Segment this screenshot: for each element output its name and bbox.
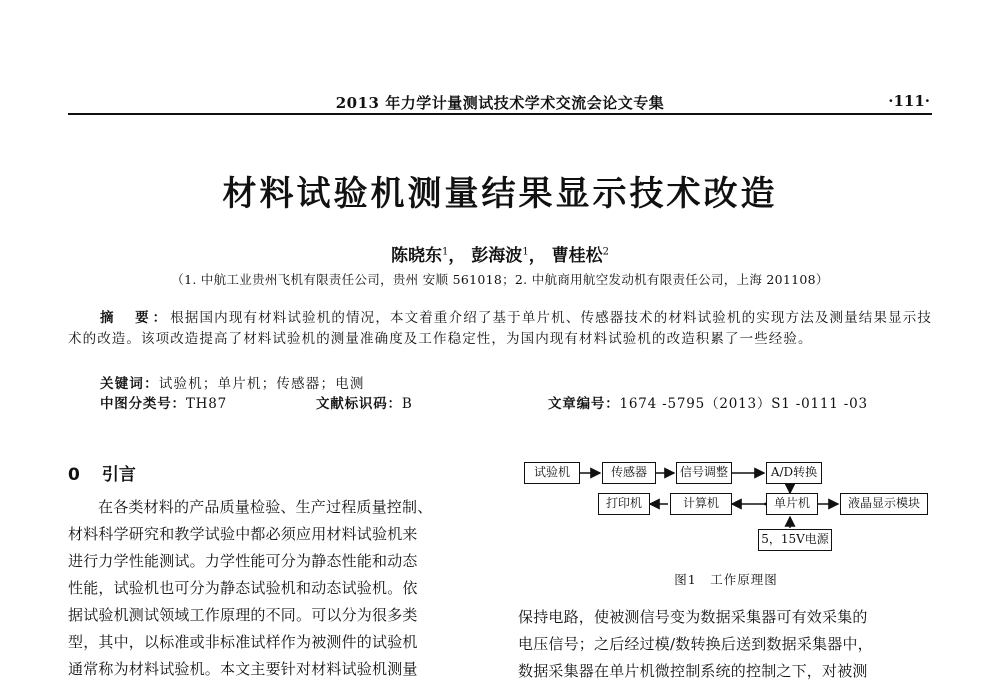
paper-title: 材料试验机测量结果显示技术改造: [222, 174, 778, 214]
text-line: 在各类材料的产品质量检验、生产过程质量控制、: [98, 498, 433, 516]
text-line: 通常称为材料试验机。本文主要针对材料试验机测量: [68, 660, 418, 678]
clc-label: 中图分类号：: [100, 396, 186, 412]
author-line: 陈晓东$^1$， 彭海波$^1$， 曹桂松$^2$: [391, 246, 609, 266]
article-no-value: 1674 -5795（2013）S1 -0111 -03: [619, 396, 868, 412]
doc-code-label: 文献标识码：: [316, 396, 402, 412]
block-lcd-module: 液晶显示模块: [840, 493, 928, 515]
author-affil-mark: 1: [442, 246, 449, 258]
text-line: 保持电路，使被测信号变为数据采集器可有效采集的: [518, 608, 868, 626]
section-number: 0: [68, 465, 80, 485]
text-line: 进行力学性能测试。力学性能可分为静态性能和动态: [68, 552, 418, 570]
figure-caption: 图1 工作原理图: [674, 572, 778, 587]
article-no-label: 文章编号：: [548, 396, 620, 412]
author-name: 陈晓东: [391, 246, 443, 266]
running-head: [68, 92, 932, 112]
page-number: ·111·: [888, 92, 930, 110]
body-column-left: [68, 494, 482, 682]
clc-number: [100, 392, 227, 412]
text-line: 据试验机测试领域工作原理的不同。可以分为很多类: [68, 606, 418, 624]
section-title: 引言: [101, 465, 136, 485]
document-code: [316, 392, 413, 412]
section-heading: [68, 460, 136, 485]
block-sensor: 传感器: [602, 462, 656, 484]
doc-code-value: B: [401, 396, 413, 412]
block-ad-converter: A/D转换: [766, 462, 822, 484]
block-power-supply: 5，15V电源: [758, 529, 832, 551]
text-line: 数据采集器在单片机微控制系统的控制之下，对被测: [518, 662, 868, 680]
text-line: 型，其中，以标准或非标准试样作为被测件的试验机: [68, 633, 418, 651]
abstract-text: 根据国内现有材料试验机的情况，本文着重介绍了基于单片机、传感器技术的材料试验机的实现方法及测量结果显示技术的改造。该项改造提高了材料试验机的测量准确度及工作稳定性，为国内现有材料试验机的改造积累了一些经验。: [68, 310, 933, 347]
block-printer: 打印机: [598, 493, 650, 515]
block-mcu: 单片机: [766, 493, 818, 515]
block-computer: 计算机: [670, 493, 732, 515]
author-name: 彭海波: [471, 246, 523, 266]
author-affil-mark: 2: [602, 246, 609, 258]
abstract: [68, 308, 932, 350]
keywords: [100, 372, 365, 392]
article-number: [548, 392, 868, 412]
text-line: 材料科学研究和教学试验中都必须应用材料试验机来: [68, 525, 418, 543]
block-tester: 试验机: [524, 462, 580, 484]
author-name: 曹桂松: [551, 246, 603, 266]
block-signal-conditioning: 信号调整: [676, 462, 732, 484]
abstract-label: 摘 要：: [100, 310, 171, 326]
keywords-text: 试验机；单片机；传感器；电测: [158, 376, 365, 392]
author-affil-mark: 1: [522, 246, 529, 258]
clc-value: TH87: [185, 396, 227, 412]
working-principle-diagram: [520, 455, 932, 555]
text-line: 性能，试验机也可分为静态试验机和动态试验机。依: [68, 579, 418, 597]
affiliations: （1. 中航工业贵州飞机有限责任公司，贵州 安顺 561018；2. 中航商用航空发动机有限责任公司，上海 201108）: [171, 272, 829, 287]
journal-title: 2013 年力学计量测试技术学术交流会论文专集: [335, 94, 665, 112]
body-column-right: [518, 604, 932, 682]
keywords-label: 关键词：: [100, 376, 159, 392]
text-line: 电压信号；之后经过模/数转换后送到数据采集器中，: [518, 635, 873, 653]
header-rule: [68, 113, 932, 115]
